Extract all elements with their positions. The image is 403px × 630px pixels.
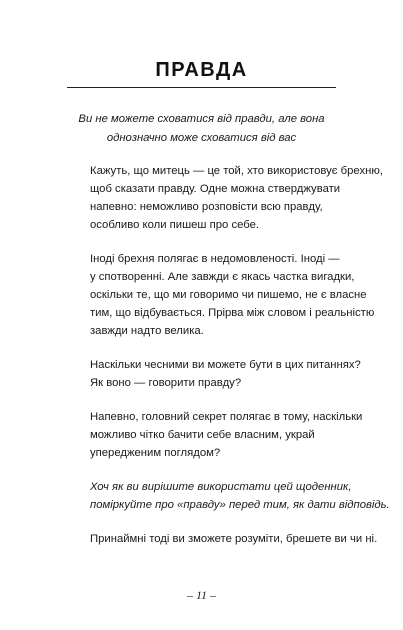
page-title: ПРАВДА (155, 59, 248, 81)
text-line: тим, що відбувається. Прірва між словом і реальністю (90, 307, 375, 319)
paragraph (90, 356, 361, 392)
text-line: особливо коли пишеш про себе. (90, 219, 260, 231)
body-text (90, 162, 390, 564)
paragraph (90, 530, 378, 548)
text-line: у спотворенні. Але завжди є якась частка вигадки, (90, 271, 355, 283)
page-number: – 11 – (186, 588, 217, 602)
paragraph (90, 162, 383, 234)
text-line: Як воно — говорити правду? (90, 377, 242, 389)
italic-paragraph (90, 478, 390, 514)
text-line: поміркуйте про «правду» перед тим, як дати відповідь. (90, 499, 390, 511)
text-line: щоб сказати правду. Одне можна стверджувати (90, 183, 341, 195)
text-line: оскільки те, що ми говоримо чи пишемо, не є власне (90, 289, 367, 301)
text-line: напевно: неможливо розповісти всю правду, (90, 201, 323, 213)
title-underline (67, 87, 336, 88)
text-line: Напевно, головний секрет полягає в тому, наскільки (90, 411, 363, 423)
epigraph-line: однозначно може сховатися від вас (106, 132, 297, 144)
epigraph-line: Ви не можете сховатися від правди, але вона (78, 113, 325, 125)
text-line: упередженим поглядом? (90, 447, 221, 459)
text-line: можливо чітко бачити себе власним, украй (90, 429, 315, 441)
text-line: Хоч як ви вирішите використати цей щоденник, (90, 481, 352, 493)
paragraph (90, 250, 375, 340)
text-line: Принаймні тоді ви зможете розуміти, брешете ви чи ні. (90, 533, 378, 545)
paragraph (90, 408, 363, 462)
epigraph (67, 110, 336, 148)
text-line: Наскільки чесними ви можете бути в цих питаннях? (90, 359, 361, 371)
text-line: завжди надто велика. (90, 325, 204, 337)
text-line: Іноді брехня полягає в недомовленості. Іноді — (90, 253, 340, 265)
text-line: Кажуть, що митець — це той, хто використовує брехню, (90, 165, 383, 177)
